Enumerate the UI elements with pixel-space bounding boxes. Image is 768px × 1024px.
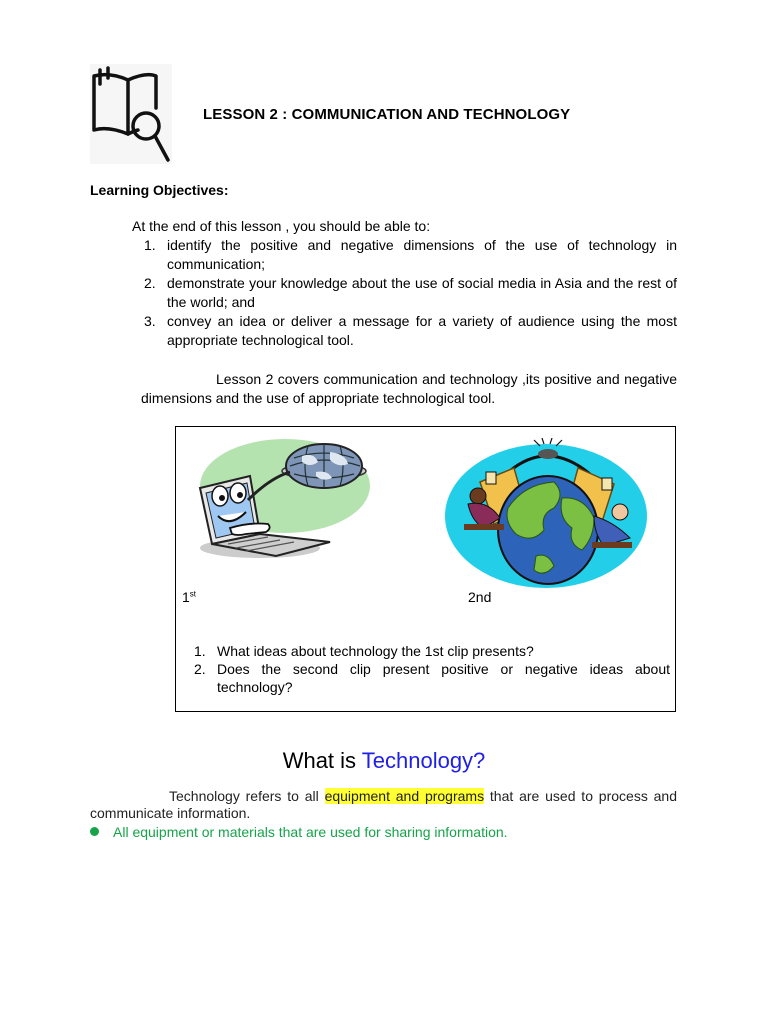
laptop-globe-clipart	[190, 438, 372, 562]
bullet-text: All equipment or materials that are used for sharing information.	[113, 824, 508, 840]
technology-definition	[90, 788, 677, 822]
list-text: identify the positive and negative dimensions of the use of technology in communication;	[167, 237, 677, 272]
objectives-list	[132, 236, 677, 350]
definition-after: that are used to process and communicate information.	[90, 788, 678, 821]
list-text: demonstrate your knowledge about the use of social media in Asia and the rest of the world; and	[167, 275, 677, 310]
lesson-title: LESSON 2 : COMMUNICATION AND TECHNOLOGY	[203, 106, 571, 123]
questions-list	[194, 642, 670, 696]
list-number: 3.	[144, 313, 156, 329]
list-item	[132, 274, 677, 312]
list-number: 2.	[144, 275, 156, 291]
first-clip-suffix: st	[189, 589, 197, 599]
technology-bullet	[90, 824, 508, 840]
second-clip-label: 2nd	[468, 589, 492, 605]
global-communication-clipart	[444, 438, 649, 590]
list-text: Does the second clip present positive or negative ideas about technology?	[217, 661, 670, 695]
list-text: convey an idea or deliver a message for a variety of audience using the most appropriate technological tool.	[167, 313, 677, 348]
list-number: 1.	[194, 643, 206, 659]
list-number: 1.	[144, 237, 156, 253]
objectives-intro: At the end of this lesson , you should be able to:	[132, 218, 431, 234]
list-number: 2.	[194, 661, 206, 677]
first-clip-number: 1	[182, 589, 190, 605]
list-item	[194, 642, 670, 660]
list-item	[132, 312, 677, 350]
heading-highlight: Technology?	[361, 748, 486, 773]
definition-before: Technology refers to all	[169, 788, 325, 804]
technology-heading	[0, 748, 768, 774]
definition-highlight: equipment and programs	[324, 788, 485, 804]
list-item	[132, 236, 677, 274]
list-text: What ideas about technology the 1st clip presents?	[217, 643, 534, 659]
first-clip-label	[182, 589, 196, 605]
book-magnifier-icon	[90, 64, 172, 164]
list-item	[194, 660, 670, 696]
bullet-dot-icon	[90, 827, 99, 836]
lesson-summary: Lesson 2 covers communication and technology ,its positive and negative dimensions and the use of appropriate technological tool.	[141, 371, 677, 406]
objectives-heading: Learning Objectives:	[90, 182, 229, 198]
heading-prefix: What is	[282, 748, 362, 773]
